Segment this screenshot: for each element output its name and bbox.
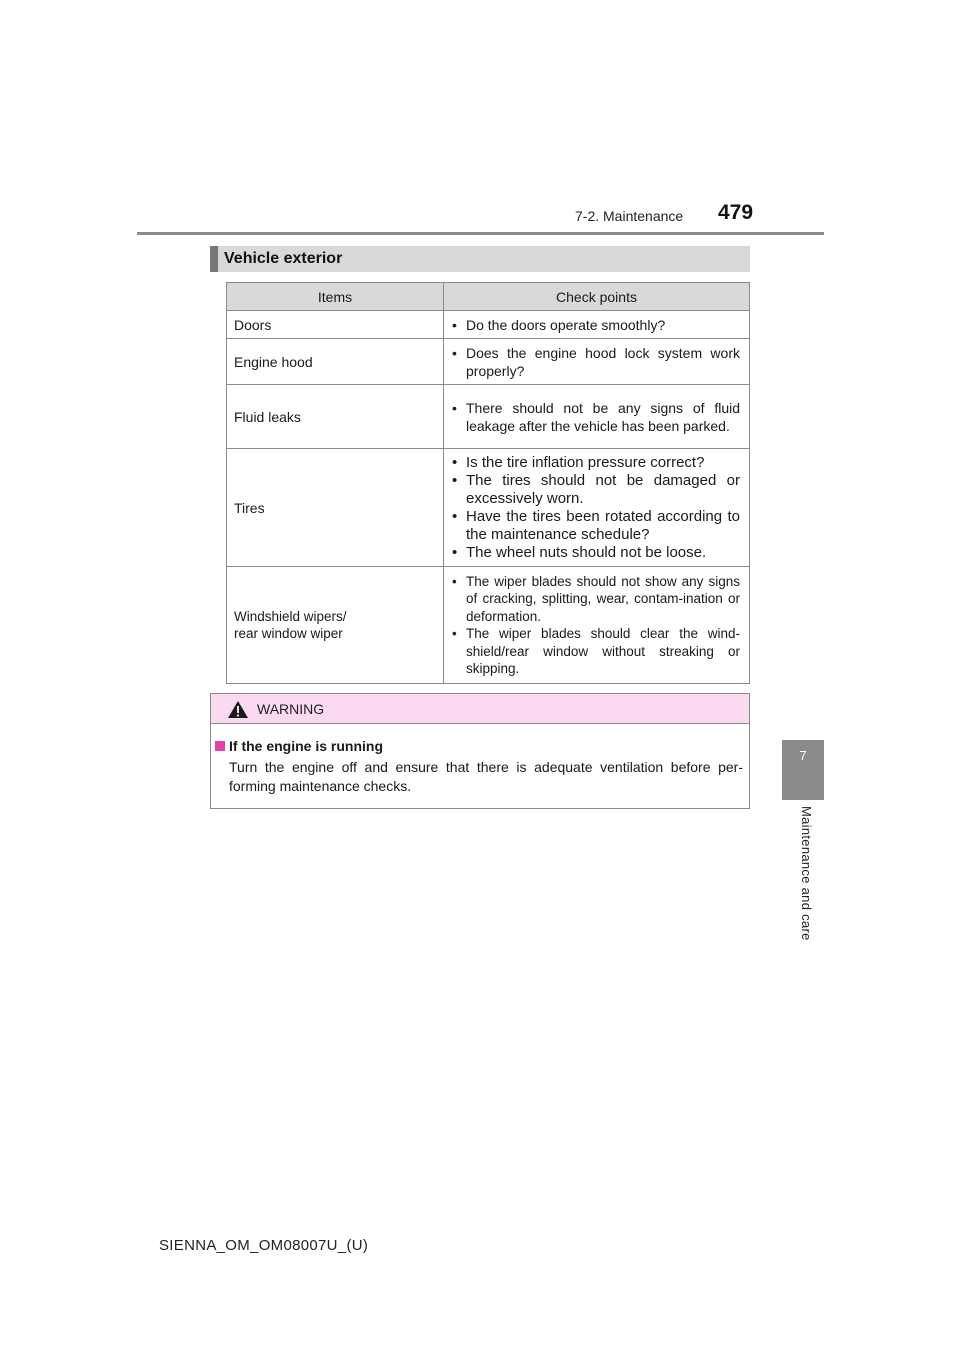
table-row [227, 339, 750, 385]
check-point: • Do the doors operate smoothly? [452, 316, 740, 334]
item-cell: Engine hood [227, 339, 444, 385]
item-cell: Doors [227, 311, 444, 339]
section-title: Vehicle exterior [224, 250, 343, 267]
warning-subtitle: If the engine is running [229, 738, 383, 754]
table-header-row [227, 283, 750, 311]
warning-body: Turn the engine off and ensure that there is adequate ventilation before per-forming maintenance checks. [229, 759, 743, 794]
item-cell [227, 567, 444, 684]
warning-header [211, 694, 749, 724]
check-cell [444, 449, 750, 567]
header-rule [137, 232, 824, 235]
table-row [227, 385, 750, 449]
chapter-title: Maintenance and care [799, 806, 814, 941]
section-label: 7-2. Maintenance [575, 208, 684, 224]
warning-subtitle-row [215, 738, 383, 754]
table-row [227, 311, 750, 339]
table-row [227, 449, 750, 567]
check-point: • There should not be any signs of fluid leakage after the vehicle has been parked. [452, 399, 740, 435]
warning-box [210, 693, 750, 809]
check-cell [444, 385, 750, 449]
check-point: • The wiper blades should not show any signs of cracking, splitting, wear, contam-ination or deformation. [452, 573, 740, 626]
chapter-tab [782, 740, 824, 800]
warning-triangle-icon [227, 700, 249, 719]
item-cell: Fluid leaks [227, 385, 444, 449]
check-cell [444, 567, 750, 684]
check-point: • The wheel nuts should not be loose. [452, 544, 740, 562]
checks-table [226, 282, 750, 684]
page-number: 479 [718, 201, 754, 224]
column-header-check-points: Check points [444, 283, 750, 311]
column-header-items: Items [227, 283, 444, 311]
document-id: SIENNA_OM_OM08007U_(U) [159, 1237, 369, 1254]
chapter-number: 7 [799, 748, 807, 763]
warning-title: WARNING [257, 701, 325, 717]
check-point: • Have the tires been rotated according to the maintenance schedule? [452, 508, 740, 544]
check-point: • The wiper blades should clear the wind-shield/rear window without streaking or skipping. [452, 625, 740, 678]
section-heading [210, 246, 750, 272]
table-row [227, 567, 750, 684]
check-point: • The tires should not be damaged or excessively worn. [452, 472, 740, 508]
check-cell [444, 311, 750, 339]
check-point: • Is the tire inflation pressure correct? [452, 454, 740, 472]
item-cell: Tires [227, 449, 444, 567]
check-point: • Does the engine hood lock system work properly? [452, 344, 740, 380]
item-line: Windshield wipers/ [234, 608, 347, 624]
pink-square-bullet-icon [215, 741, 225, 751]
item-line: rear window wiper [234, 626, 343, 641]
check-cell [444, 339, 750, 385]
